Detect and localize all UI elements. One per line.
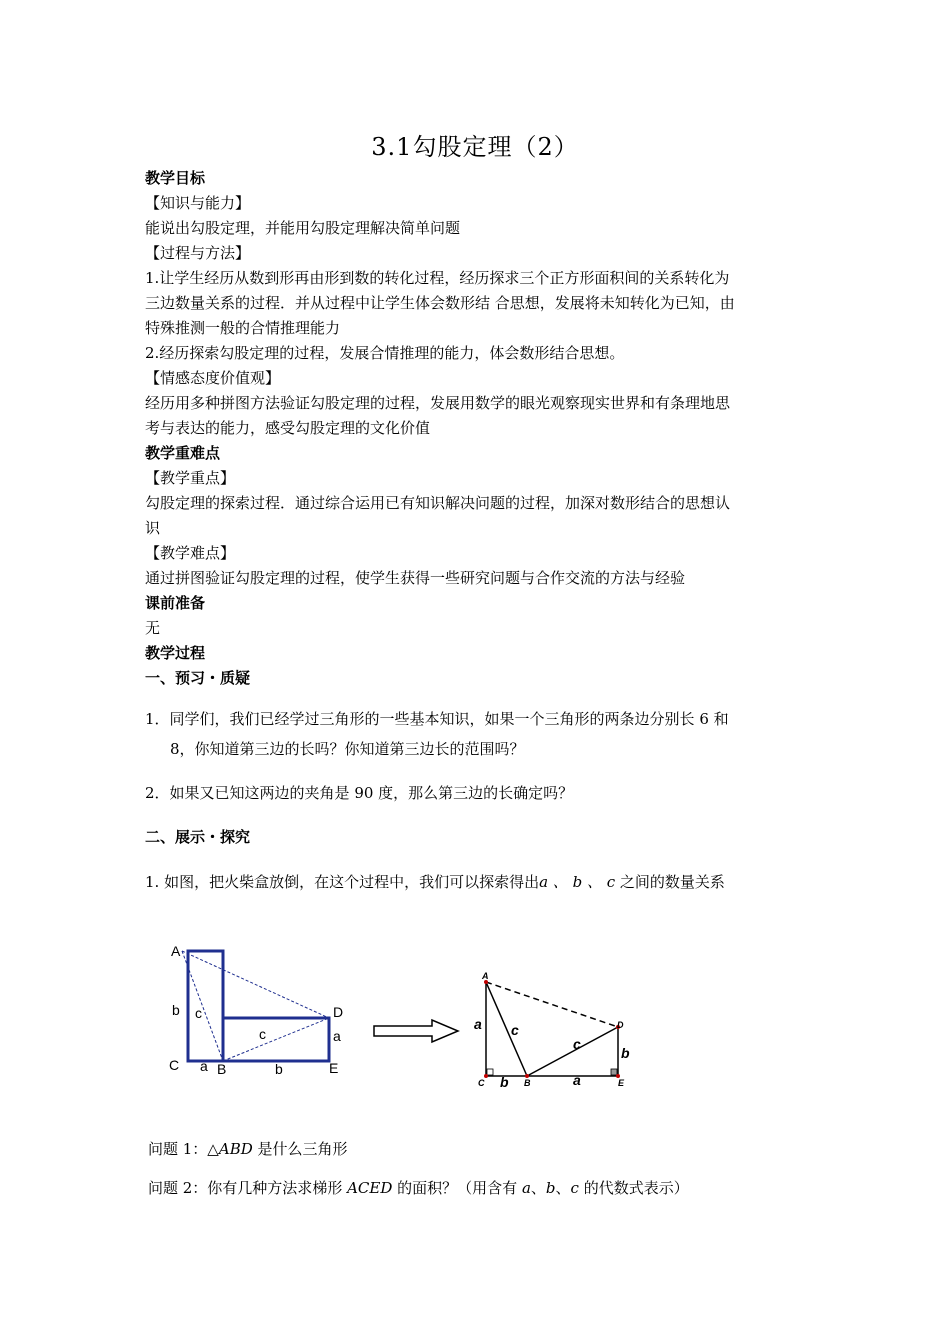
pt-label-A: A [482,971,489,981]
process-heading: 【过程与方法】 [145,244,251,262]
label-b2: b [275,1061,283,1077]
point-C [484,1074,488,1078]
problem2-b: b [545,1179,556,1197]
emotion-line2: 考与表达的能力，感受勾股定理的文化价值 [145,419,431,437]
process-1-line2: 三边数量关系的过程．并从过程中让学生体会数形结 合思想，发展将未知转化为已知，由 [145,294,735,312]
explore-vars: a 、 b 、 c [539,873,616,891]
explore-suffix: 之间的数量关系 [615,873,725,891]
section1-heading: 一、预习・质疑 [145,669,251,687]
seg-label-b1: b [621,1045,630,1061]
label-c1: c [195,1005,202,1021]
seg-label-c1: c [511,1022,519,1038]
question-1-line1: 1．同学们，我们已经学过三角形的一些基本知识，如果一个三角形的两条边分别长 6 和 [145,710,729,728]
trapezoid-diagram [470,965,645,1095]
label-E: E [329,1060,339,1076]
problem1-suffix: 是什么三角形 [252,1140,348,1158]
problem2-var: ACED [347,1179,393,1197]
problem1-prefix: 问题 1：△ [148,1140,219,1158]
side-ab [486,982,527,1076]
problem2-a: a [521,1179,531,1197]
side-ad [486,982,618,1027]
problem2-c: c [570,1179,579,1197]
label-b1: b [172,1002,180,1018]
problem2-sep2: 、 [555,1179,571,1197]
keypoints-heading: 教学重难点 [145,444,221,462]
problem1-var: ABD [218,1140,253,1158]
seg-label-a2: a [573,1072,581,1088]
process-1-line1: 1.让学生经历从数到形再由形到数的转化过程，经历探求三个正方形面积间的关系转化为 [145,269,730,287]
problem2-prefix: 问题 2：你有几种方法求梯形 [148,1179,348,1197]
problem2-sep1: 、 [530,1179,546,1197]
prep-heading: 课前准备 [145,594,206,612]
upright-box [188,951,223,1061]
pt-label-B: B [524,1078,531,1088]
problem2-end: 的代数式表示） [578,1179,689,1197]
explore-prefix: 1. 如图，把火柴盒放倒，在这个过程中，我们可以探索得出 [145,873,540,891]
seg-label-c2: c [573,1036,581,1052]
label-A: A [171,943,181,959]
question-1-line2: 8，你知道第三边的长吗？你知道第三边长的范围吗？ [170,740,525,758]
label-c2: c [259,1026,266,1042]
seg-label-b2: b [500,1074,509,1090]
pt-label-D: D [617,1020,624,1030]
label-a1: a [333,1028,341,1044]
emotion-heading: 【情感态度价值观】 [145,369,281,387]
prep-text: 无 [145,619,161,637]
section2-heading: 二、展示・探究 [145,828,251,846]
problem2-suffix: 的面积？（用含有 [392,1179,522,1197]
problem-2 [148,1178,689,1198]
label-C: C [169,1057,180,1073]
right-angle-c [487,1069,493,1075]
label-a2: a [200,1058,208,1074]
focus-heading: 【教学重点】 [145,469,236,487]
problem-1 [148,1139,348,1159]
emotion-line1: 经历用多种拼图方法验证勾股定理的过程，发展用数学的眼光观察现实世界和有条理地思 [145,394,731,412]
difficulty-text: 通过拼图验证勾股定理的过程，使学生获得一些研究问题与合作交流的方法与经验 [145,569,686,587]
dashed-bd [223,1018,329,1061]
question-2: 2．如果又已知这两边的夹角是 90 度，那么第三边的长确定吗？ [145,784,574,802]
process-2: 2.经历探索勾股定理的过程，发展合情推理的能力，体会数形结合思想。 [145,344,625,362]
goals-heading: 教学目标 [145,169,206,187]
knowledge-text: 能说出勾股定理，并能用勾股定理解决简单问题 [145,219,461,237]
pt-label-E: E [618,1078,625,1088]
right-angle-e [611,1069,617,1075]
dashed-ad [182,951,329,1018]
label-B: B [217,1061,227,1077]
matchbox-figure [160,940,360,1080]
focus-line2: 识 [145,519,161,537]
process-1-line3: 特殊推测一般的合情推理能力 [145,319,341,337]
procedure-heading: 教学过程 [145,644,206,662]
difficulty-heading: 【教学难点】 [145,544,236,562]
right-arrow-icon [372,1018,462,1044]
label-D: D [333,1004,344,1020]
focus-line1: 勾股定理的探索过程．通过综合运用已有知识解决问题的过程，加深对数形结合的思想认 [145,494,731,512]
document-title: 3.1勾股定理（2） [371,133,579,161]
explore-line [145,872,725,892]
seg-label-a1: a [474,1016,482,1032]
knowledge-heading: 【知识与能力】 [145,194,251,212]
pt-label-C: C [478,1078,485,1088]
